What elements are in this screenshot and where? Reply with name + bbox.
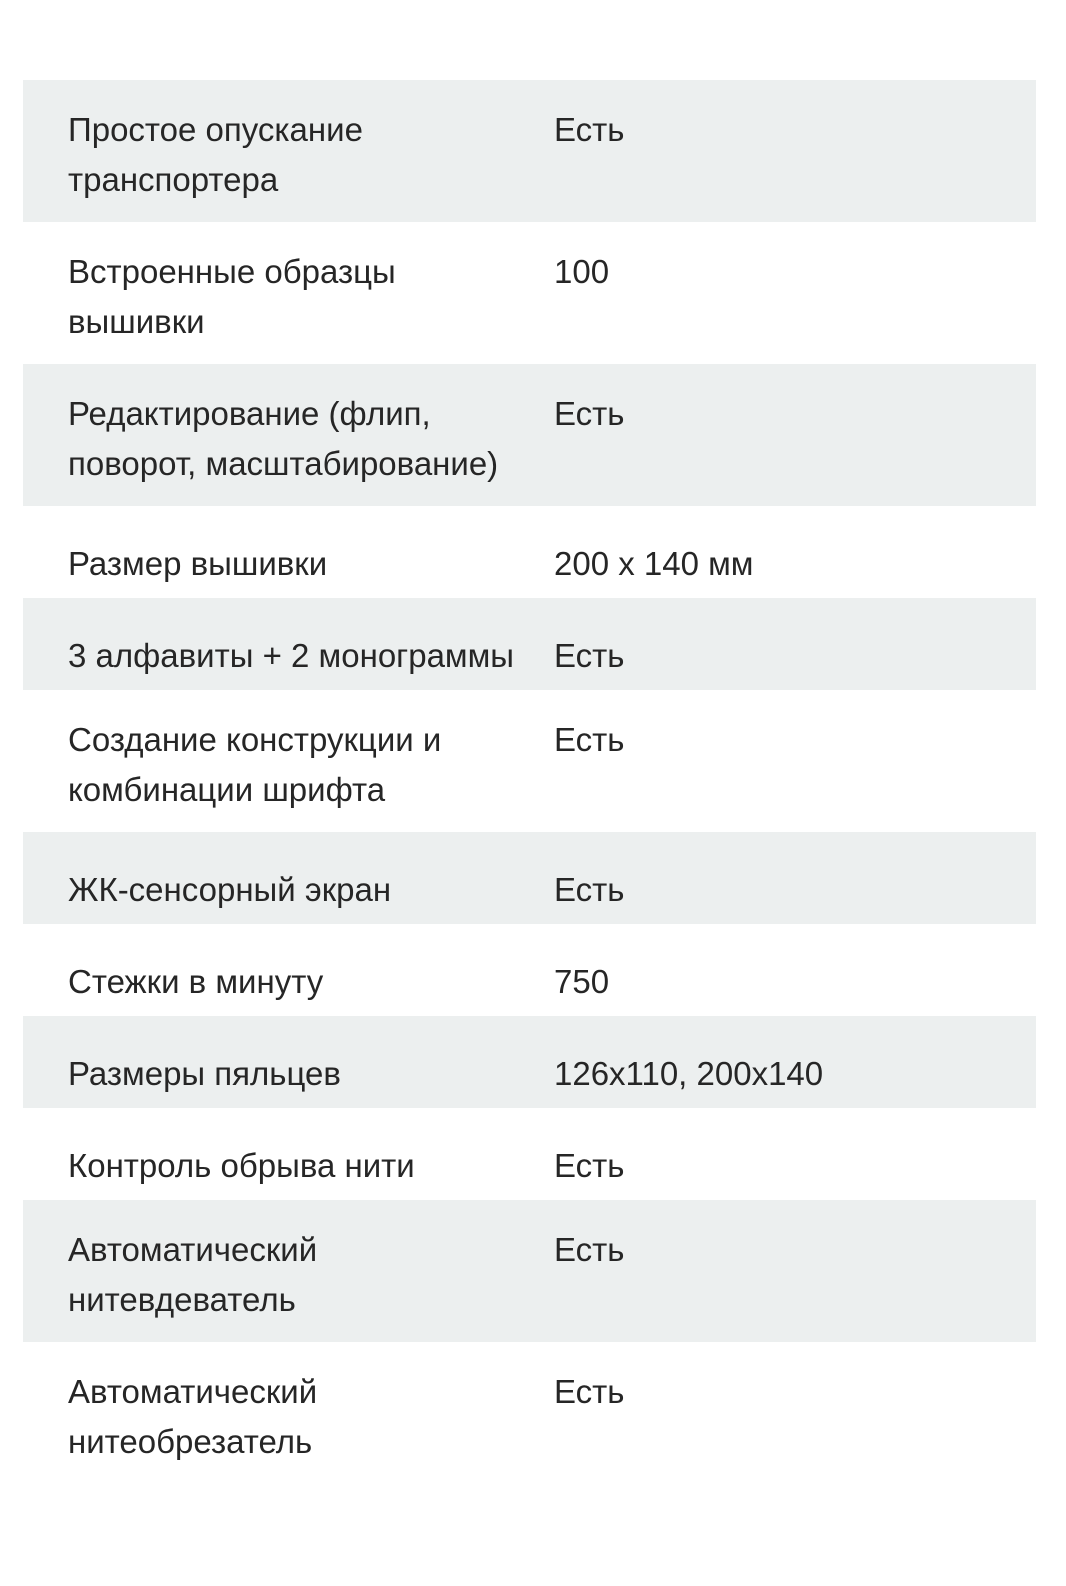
spec-row-stitches-per-minute — [23, 924, 1036, 1016]
spec-label: Стежки в минуту — [68, 963, 324, 1000]
spec-value: 126x110, 200x140 — [554, 1055, 824, 1092]
spec-row-builtin-designs — [23, 222, 1036, 364]
spec-row-lcd-touchscreen — [23, 832, 1036, 924]
spec-value: Есть — [554, 111, 625, 148]
spec-value: Есть — [554, 871, 625, 908]
spec-value: 200 х 140 мм — [554, 545, 754, 582]
spec-row-alphabets — [23, 598, 1036, 690]
spec-label: Создание конструкции и комбинации шрифта — [68, 721, 442, 808]
spec-label: 3 алфавиты + 2 монограммы — [68, 637, 515, 674]
spec-value: Есть — [554, 1373, 625, 1410]
spec-row-auto-threader — [23, 1200, 1036, 1342]
spec-label: Контроль обрыва нити — [68, 1147, 415, 1184]
spec-label: Размер вышивки — [68, 545, 328, 582]
spec-label: Автоматический нитевдеватель — [68, 1231, 318, 1318]
spec-label: Редактирование (флип, поворот, масштабирование) — [68, 395, 499, 482]
spec-label: Автоматический нитеобрезатель — [68, 1373, 318, 1460]
spec-row-font-design — [23, 690, 1036, 832]
spec-value: 100 — [554, 253, 610, 290]
spec-value: Есть — [554, 637, 625, 674]
spec-value: Есть — [554, 395, 625, 432]
spec-value: Есть — [554, 1231, 625, 1268]
spec-row-feed-drop — [23, 80, 1036, 222]
spec-label: ЖК-сенсорный экран — [68, 871, 392, 908]
spec-row-editing — [23, 364, 1036, 506]
spec-label: Встроенные образцы вышивки — [68, 253, 396, 340]
spec-label: Простое опускание транспортера — [68, 111, 363, 198]
spec-value: Есть — [554, 1147, 625, 1184]
spec-row-thread-break-control — [23, 1108, 1036, 1200]
spec-row-embroidery-size — [23, 506, 1036, 598]
spec-value: Есть — [554, 721, 625, 758]
spec-row-hoop-sizes — [23, 1016, 1036, 1108]
spec-label: Размеры пяльцев — [68, 1055, 341, 1092]
spec-row-auto-thread-cutter — [23, 1342, 1036, 1484]
spec-table — [23, 80, 1036, 1484]
spec-value: 750 — [554, 963, 610, 1000]
